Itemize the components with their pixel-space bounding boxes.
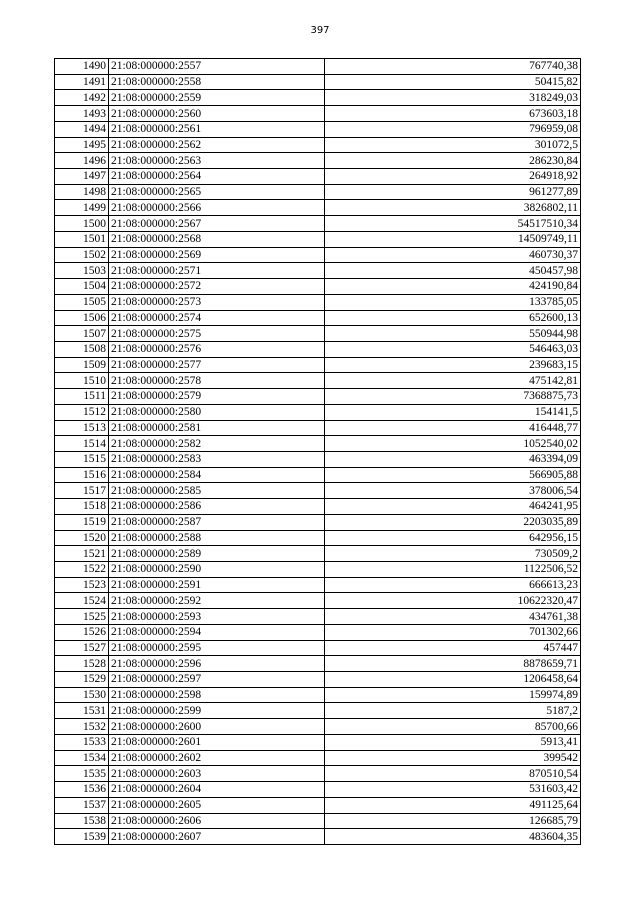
- cadastral-number-cell: 21:08:000000:2581: [109, 420, 325, 436]
- cadastral-number-cell: 21:08:000000:2588: [109, 530, 325, 546]
- cadastral-number-cell: 21:08:000000:2594: [109, 624, 325, 640]
- cadastral-value-cell: 1206458,64: [325, 672, 581, 688]
- cadastral-number-cell: 21:08:000000:2569: [109, 247, 325, 263]
- row-number-cell: 1528: [55, 656, 109, 672]
- cadastral-number-cell: 21:08:000000:2582: [109, 436, 325, 452]
- table-row: [55, 200, 581, 216]
- cadastral-value-cell: 2203035,89: [325, 514, 581, 530]
- table-row: [55, 687, 581, 703]
- row-number-cell: 1512: [55, 404, 109, 420]
- cadastral-value-cell: 85700,66: [325, 719, 581, 735]
- row-number-cell: 1534: [55, 750, 109, 766]
- cadastral-number-cell: 21:08:000000:2558: [109, 74, 325, 90]
- cadastral-number-cell: 21:08:000000:2596: [109, 656, 325, 672]
- cadastral-value-cell: 318249,03: [325, 90, 581, 106]
- cadastral-value-cell: 464241,95: [325, 499, 581, 515]
- cadastral-value-cell: 491125,64: [325, 797, 581, 813]
- table-row: [55, 263, 581, 279]
- cadastral-value-cell: 961277,89: [325, 184, 581, 200]
- cadastral-number-cell: 21:08:000000:2557: [109, 59, 325, 75]
- row-number-cell: 1494: [55, 121, 109, 137]
- cadastral-number-cell: 21:08:000000:2579: [109, 389, 325, 405]
- row-number-cell: 1501: [55, 231, 109, 247]
- row-number-cell: 1500: [55, 216, 109, 232]
- row-number-cell: 1530: [55, 687, 109, 703]
- row-number-cell: 1537: [55, 797, 109, 813]
- table-row: [55, 216, 581, 232]
- row-number-cell: 1495: [55, 137, 109, 153]
- table-row: [55, 341, 581, 357]
- row-number-cell: 1491: [55, 74, 109, 90]
- row-number-cell: 1519: [55, 514, 109, 530]
- cadastral-number-cell: 21:08:000000:2565: [109, 184, 325, 200]
- table-row: [55, 137, 581, 153]
- row-number-cell: 1535: [55, 766, 109, 782]
- table-row: [55, 593, 581, 609]
- row-number-cell: 1492: [55, 90, 109, 106]
- table-row: [55, 153, 581, 169]
- cadastral-number-cell: 21:08:000000:2585: [109, 483, 325, 499]
- cadastral-number-cell: 21:08:000000:2592: [109, 593, 325, 609]
- row-number-cell: 1498: [55, 184, 109, 200]
- cadastral-value-cell: 1052540,02: [325, 436, 581, 452]
- table-row: [55, 577, 581, 593]
- table-row: [55, 373, 581, 389]
- row-number-cell: 1502: [55, 247, 109, 263]
- cadastral-number-cell: 21:08:000000:2604: [109, 782, 325, 798]
- table-row: [55, 766, 581, 782]
- cadastral-number-cell: 21:08:000000:2595: [109, 640, 325, 656]
- table-row: [55, 74, 581, 90]
- cadastral-number-cell: 21:08:000000:2589: [109, 546, 325, 562]
- table-row: [55, 404, 581, 420]
- page-number: 397: [310, 25, 330, 36]
- table-row: [55, 247, 581, 263]
- row-number-cell: 1510: [55, 373, 109, 389]
- cadastral-value-cell: 159974,89: [325, 687, 581, 703]
- cadastral-value-cell: 416448,77: [325, 420, 581, 436]
- cadastral-value-cell: 424190,84: [325, 279, 581, 295]
- cadastral-value-cell: 399542: [325, 750, 581, 766]
- cadastral-value-cell: 483604,35: [325, 829, 581, 845]
- row-number-cell: 1511: [55, 389, 109, 405]
- cadastral-number-cell: 21:08:000000:2586: [109, 499, 325, 515]
- row-number-cell: 1490: [55, 59, 109, 75]
- cadastral-number-cell: 21:08:000000:2571: [109, 263, 325, 279]
- cadastral-value-cell: 531603,42: [325, 782, 581, 798]
- table-row: [55, 389, 581, 405]
- table-row: [55, 514, 581, 530]
- cadastral-number-cell: 21:08:000000:2567: [109, 216, 325, 232]
- cadastral-value-cell: 450457,98: [325, 263, 581, 279]
- cadastral-number-cell: 21:08:000000:2591: [109, 577, 325, 593]
- row-number-cell: 1529: [55, 672, 109, 688]
- row-number-cell: 1513: [55, 420, 109, 436]
- row-number-cell: 1517: [55, 483, 109, 499]
- table-row: [55, 703, 581, 719]
- cadastral-value-cell: 1122506,52: [325, 562, 581, 578]
- table-row: [55, 546, 581, 562]
- cadastral-number-cell: 21:08:000000:2578: [109, 373, 325, 389]
- table-row: [55, 530, 581, 546]
- cadastral-number-cell: 21:08:000000:2574: [109, 310, 325, 326]
- cadastral-value-cell: 460730,37: [325, 247, 581, 263]
- cadastral-value-cell: 10622320,47: [325, 593, 581, 609]
- cadastral-number-cell: 21:08:000000:2607: [109, 829, 325, 845]
- row-number-cell: 1523: [55, 577, 109, 593]
- cadastral-number-cell: 21:08:000000:2572: [109, 279, 325, 295]
- table-row: [55, 813, 581, 829]
- table-row: [55, 467, 581, 483]
- cadastral-value-cell: 870510,54: [325, 766, 581, 782]
- table-row: [55, 483, 581, 499]
- cadastral-value-cell: 546463,03: [325, 341, 581, 357]
- cadastral-number-cell: 21:08:000000:2599: [109, 703, 325, 719]
- row-number-cell: 1508: [55, 341, 109, 357]
- cadastral-value-cell: 239683,15: [325, 357, 581, 373]
- row-number-cell: 1504: [55, 279, 109, 295]
- table-row: [55, 750, 581, 766]
- cadastral-value-cell: 286230,84: [325, 153, 581, 169]
- cadastral-value-cell: 5913,41: [325, 734, 581, 750]
- row-number-cell: 1525: [55, 609, 109, 625]
- table-row: [55, 357, 581, 373]
- table-row: [55, 656, 581, 672]
- cadastral-value-cell: 126685,79: [325, 813, 581, 829]
- row-number-cell: 1527: [55, 640, 109, 656]
- row-number-cell: 1506: [55, 310, 109, 326]
- cadastral-value-cell: 378006,54: [325, 483, 581, 499]
- cadastral-number-cell: 21:08:000000:2560: [109, 106, 325, 122]
- row-number-cell: 1496: [55, 153, 109, 169]
- cadastral-value-cell: 475142,81: [325, 373, 581, 389]
- cadastral-number-cell: 21:08:000000:2593: [109, 609, 325, 625]
- cadastral-value-cell: 154141,5: [325, 404, 581, 420]
- table-row: [55, 184, 581, 200]
- row-number-cell: 1526: [55, 624, 109, 640]
- table-row: [55, 59, 581, 75]
- cadastral-number-cell: 21:08:000000:2603: [109, 766, 325, 782]
- table-row: [55, 436, 581, 452]
- table-row: [55, 169, 581, 185]
- row-number-cell: 1531: [55, 703, 109, 719]
- table-row: [55, 420, 581, 436]
- cadastral-value-cell: 50415,82: [325, 74, 581, 90]
- cadastral-number-cell: 21:08:000000:2605: [109, 797, 325, 813]
- cadastral-value-cell: 550944,98: [325, 326, 581, 342]
- row-number-cell: 1538: [55, 813, 109, 829]
- cadastral-value-cell: 796959,08: [325, 121, 581, 137]
- cadastral-value-cell: 54517510,34: [325, 216, 581, 232]
- cadastral-number-cell: 21:08:000000:2601: [109, 734, 325, 750]
- cadastral-number-cell: 21:08:000000:2561: [109, 121, 325, 137]
- table-row: [55, 310, 581, 326]
- row-number-cell: 1515: [55, 451, 109, 467]
- cadastral-number-cell: 21:08:000000:2575: [109, 326, 325, 342]
- cadastral-number-cell: 21:08:000000:2577: [109, 357, 325, 373]
- cadastral-number-cell: 21:08:000000:2602: [109, 750, 325, 766]
- cadastral-number-cell: 21:08:000000:2580: [109, 404, 325, 420]
- row-number-cell: 1516: [55, 467, 109, 483]
- row-number-cell: 1521: [55, 546, 109, 562]
- row-number-cell: 1520: [55, 530, 109, 546]
- cadastral-number-cell: 21:08:000000:2606: [109, 813, 325, 829]
- table-row: [55, 719, 581, 735]
- table-row: [55, 106, 581, 122]
- cadastral-value-cell: 730509,2: [325, 546, 581, 562]
- table-row: [55, 672, 581, 688]
- cadastral-value-cell: 5187,2: [325, 703, 581, 719]
- cadastral-value-cell: 673603,18: [325, 106, 581, 122]
- table-row: [55, 829, 581, 845]
- row-number-cell: 1524: [55, 593, 109, 609]
- cadastral-value-cell: 434761,38: [325, 609, 581, 625]
- cadastral-value-cell: 767740,38: [325, 59, 581, 75]
- cadastral-value-cell: 264918,92: [325, 169, 581, 185]
- cadastral-number-cell: 21:08:000000:2568: [109, 231, 325, 247]
- table-row: [55, 326, 581, 342]
- table-row: [55, 451, 581, 467]
- cadastral-value-cell: 566905,88: [325, 467, 581, 483]
- cadastral-value-table: [54, 58, 581, 845]
- table-row: [55, 797, 581, 813]
- cadastral-value-cell: 8878659,71: [325, 656, 581, 672]
- row-number-cell: 1532: [55, 719, 109, 735]
- cadastral-value-cell: 14509749,11: [325, 231, 581, 247]
- row-number-cell: 1533: [55, 734, 109, 750]
- cadastral-number-cell: 21:08:000000:2562: [109, 137, 325, 153]
- row-number-cell: 1503: [55, 263, 109, 279]
- table-row: [55, 90, 581, 106]
- table-row: [55, 734, 581, 750]
- row-number-cell: 1505: [55, 294, 109, 310]
- table-row: [55, 562, 581, 578]
- row-number-cell: 1493: [55, 106, 109, 122]
- cadastral-number-cell: 21:08:000000:2573: [109, 294, 325, 310]
- cadastral-value-cell: 642956,15: [325, 530, 581, 546]
- cadastral-number-cell: 21:08:000000:2598: [109, 687, 325, 703]
- table-row: [55, 624, 581, 640]
- row-number-cell: 1539: [55, 829, 109, 845]
- cadastral-value-cell: 666613,23: [325, 577, 581, 593]
- table-row: [55, 499, 581, 515]
- cadastral-number-cell: 21:08:000000:2564: [109, 169, 325, 185]
- cadastral-number-cell: 21:08:000000:2563: [109, 153, 325, 169]
- row-number-cell: 1514: [55, 436, 109, 452]
- table-row: [55, 294, 581, 310]
- row-number-cell: 1499: [55, 200, 109, 216]
- cadastral-number-cell: 21:08:000000:2566: [109, 200, 325, 216]
- table-body: [55, 59, 581, 845]
- cadastral-number-cell: 21:08:000000:2600: [109, 719, 325, 735]
- row-number-cell: 1507: [55, 326, 109, 342]
- cadastral-value-cell: 463394,09: [325, 451, 581, 467]
- row-number-cell: 1518: [55, 499, 109, 515]
- table-row: [55, 121, 581, 137]
- table-row: [55, 279, 581, 295]
- cadastral-value-cell: 457447: [325, 640, 581, 656]
- cadastral-number-cell: 21:08:000000:2583: [109, 451, 325, 467]
- cadastral-number-cell: 21:08:000000:2597: [109, 672, 325, 688]
- cadastral-number-cell: 21:08:000000:2559: [109, 90, 325, 106]
- cadastral-number-cell: 21:08:000000:2584: [109, 467, 325, 483]
- cadastral-value-cell: 701302,66: [325, 624, 581, 640]
- cadastral-number-cell: 21:08:000000:2576: [109, 341, 325, 357]
- table-row: [55, 640, 581, 656]
- cadastral-value-cell: 301072,5: [325, 137, 581, 153]
- table-row: [55, 609, 581, 625]
- cadastral-number-cell: 21:08:000000:2590: [109, 562, 325, 578]
- cadastral-value-cell: 7368875,73: [325, 389, 581, 405]
- table-row: [55, 231, 581, 247]
- row-number-cell: 1509: [55, 357, 109, 373]
- row-number-cell: 1497: [55, 169, 109, 185]
- cadastral-value-cell: 133785,05: [325, 294, 581, 310]
- row-number-cell: 1536: [55, 782, 109, 798]
- cadastral-value-cell: 652600,13: [325, 310, 581, 326]
- table-row: [55, 782, 581, 798]
- cadastral-number-cell: 21:08:000000:2587: [109, 514, 325, 530]
- cadastral-value-cell: 3826802,11: [325, 200, 581, 216]
- row-number-cell: 1522: [55, 562, 109, 578]
